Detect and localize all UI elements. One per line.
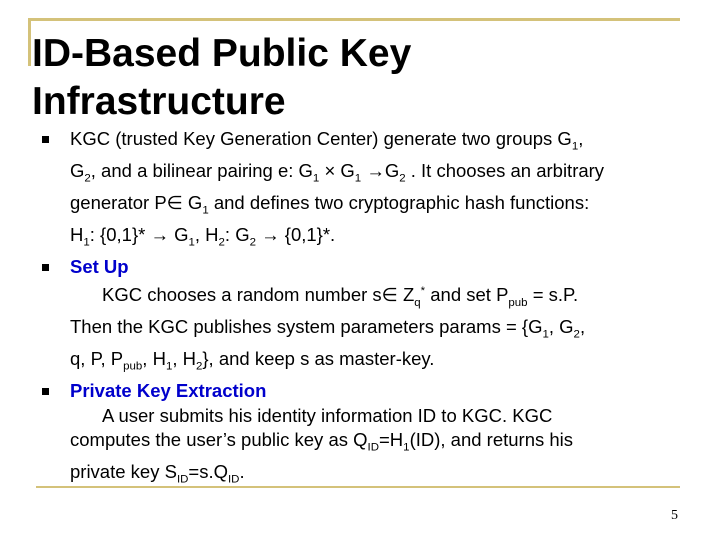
text: × G (319, 159, 355, 181)
text: H (70, 223, 84, 245)
bullet-private-key-extraction (42, 379, 682, 492)
sup: * (420, 285, 426, 298)
sub: 1 (542, 329, 549, 342)
text: (ID), and returns his (409, 428, 574, 450)
text: : G (224, 223, 250, 245)
sub: 1 (188, 236, 195, 249)
text: → {0,1}*. (255, 223, 336, 245)
text: . (239, 460, 245, 482)
sub: 1 (571, 140, 579, 153)
text: . It chooses an arbitrary (405, 159, 605, 181)
sub: 1 (165, 361, 173, 374)
bullet-marker-icon (42, 388, 49, 395)
text: =H (379, 428, 404, 450)
text: generator P∈ G (70, 191, 203, 213)
bullet-kgc (42, 127, 682, 255)
text: }, and keep s as master-key. (202, 348, 435, 370)
text: q, P, P (70, 348, 124, 370)
sub: ID (176, 473, 189, 486)
sub: 1 (83, 236, 90, 249)
sub: ID (367, 441, 379, 454)
sub: 1 (202, 204, 209, 217)
text: : {0,1}* → G (89, 223, 189, 245)
text: , (578, 128, 584, 149)
text: , H (172, 348, 196, 370)
text: , H (142, 348, 166, 370)
sub: 2 (399, 172, 406, 185)
text: , (579, 316, 586, 338)
sub: 2 (84, 172, 91, 185)
text: , G (548, 316, 574, 338)
text: =s.Q (188, 460, 228, 482)
title-top-rule (28, 18, 680, 21)
extraction-line-1: A user submits his identity information ID to KGC. KGC (102, 404, 553, 426)
sub: 2 (249, 236, 256, 249)
text: , H (194, 223, 219, 245)
page-number: 5 (671, 508, 678, 523)
slide-title-line-2: Infrastructure (32, 80, 286, 123)
text: and set P (425, 284, 509, 306)
text: and defines two cryptographic hash functions: (208, 191, 590, 213)
sub: 2 (218, 236, 225, 249)
sub: 2 (195, 361, 203, 374)
text: computes the user’s public key as Q (70, 428, 368, 450)
text: , and a bilinear pairing e: G (90, 159, 313, 181)
sub: 1 (403, 441, 410, 454)
extraction-heading: Private Key Extraction (70, 380, 267, 402)
text: G (70, 159, 85, 181)
bullet-list (42, 127, 682, 492)
text: Then the KGC publishes system parameters params = {G (70, 316, 543, 338)
bullet-marker-icon (42, 136, 49, 143)
text: KGC (trusted Key Generation Center) generate two groups G (70, 128, 572, 149)
setup-heading: Set Up (70, 255, 129, 277)
text: private key S (70, 460, 177, 482)
bullet-marker-icon (42, 264, 49, 271)
setup-line-1 (70, 279, 578, 315)
sub: pub (508, 297, 528, 310)
sub: 2 (573, 329, 580, 342)
sub: 1 (354, 172, 362, 185)
bullet-setup (42, 255, 682, 379)
footer-rule (36, 486, 680, 488)
sub: q (414, 297, 421, 310)
text: KGC chooses a random number s∈ Z (102, 284, 415, 306)
sub: 1 (312, 172, 320, 185)
text: →G (361, 159, 400, 181)
title-left-rule (28, 18, 31, 66)
sub: ID (228, 473, 240, 486)
slide-title (32, 30, 672, 126)
slide-title-line-1: ID-Based Public Key (32, 32, 412, 75)
sub: pub (123, 361, 143, 374)
text: = s.P. (527, 284, 579, 306)
